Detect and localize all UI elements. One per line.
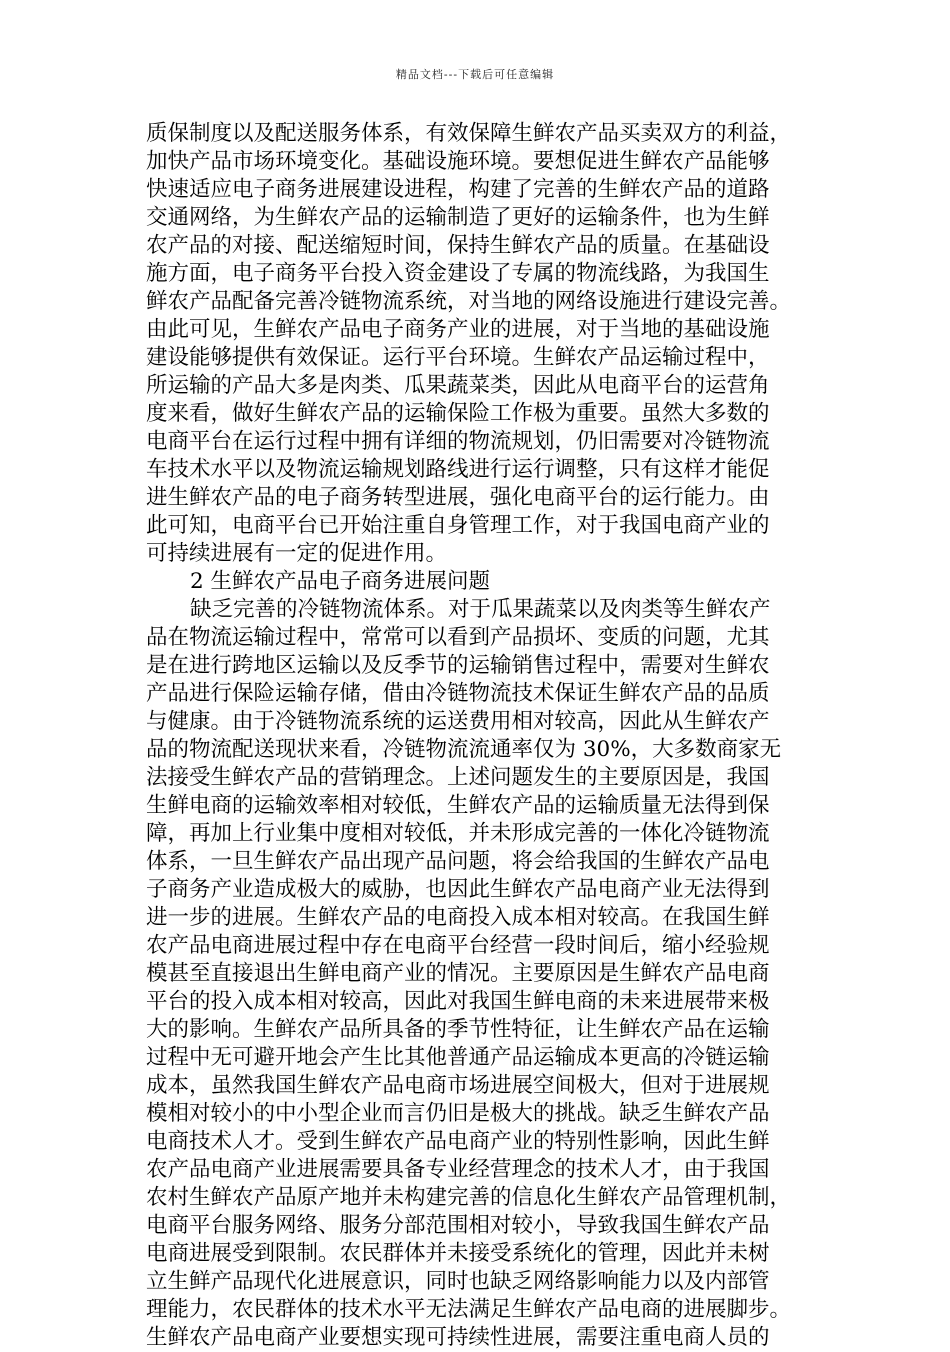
body-line: 生鲜农产品电商产业要想实现可持续性进展，需要注重电商人员的 (146, 1325, 770, 1350)
body-line: 品的物流配送现状来看，冷链物流流通率仅为 30%，大多数商家无 (146, 737, 782, 762)
body-line: 农产品的对接、配送缩短时间，保持生鲜农产品的质量。在基础设 (146, 233, 770, 258)
body-line: 交通网络，为生鲜农产品的运输制造了更好的运输条件，也为生鲜 (146, 205, 770, 230)
body-line: 所运输的产品大多是肉类、瓜果蔬菜类，因此从电商平台的运营角 (146, 373, 770, 398)
body-line: 障，再加上行业集中度相对较低，并未形成完善的一体化冷链物流 (146, 821, 770, 846)
body-line: 模相对较小的中小型企业而言仍旧是极大的挑战。缺乏生鲜农产品 (146, 1101, 770, 1126)
body-line: 质保制度以及配送服务体系，有效保障生鲜农产品买卖双方的利益， (146, 121, 792, 146)
body-line: 进一步的进展。生鲜农产品的电商投入成本相对较高。在我国生鲜 (146, 905, 770, 930)
body-line: 品在物流运输过程中，常常可以看到产品损坏、变质的问题，尤其 (146, 625, 770, 650)
body-line: 过程中无可避开地会产生比其他普通产品运输成本更高的冷链运输 (146, 1045, 770, 1070)
body-line: 农产品电商产业进展需要具备专业经营理念的技术人才，由于我国 (146, 1157, 770, 1182)
body-line: 电商平台在运行过程中拥有详细的物流规划，仍旧需要对冷链物流 (146, 429, 770, 454)
body-line: 是在进行跨地区运输以及反季节的运输销售过程中，需要对生鲜农 (146, 653, 770, 678)
body-line: 由此可见，生鲜农产品电子商务产业的进展，对于当地的基础设施 (146, 317, 770, 342)
body-line: 平台的投入成本相对较高，因此对我国生鲜电商的未来进展带来极 (146, 989, 770, 1014)
page-header: 精品文档---下载后可任意编辑 (395, 68, 555, 81)
body-line: 农产品电商进展过程中存在电商平台经营一段时间后，缩小经验规 (146, 933, 770, 958)
body-line: 建设能够提供有效保证。运行平台环境。生鲜农产品运输过程中， (146, 345, 770, 370)
body-line: 电商技术人才。受到生鲜农产品电商产业的特别性影响，因此生鲜 (146, 1129, 770, 1154)
document-body (146, 120, 810, 1352)
body-line: 电商进展受到限制。农民群体并未接受系统化的管理，因此并未树 (146, 1241, 770, 1266)
body-line: 法接受生鲜农产品的营销理念。上述问题发生的主要原因是，我国 (146, 765, 770, 790)
body-line: 鲜农产品配备完善冷链物流系统，对当地的网络设施进行建设完善。 (146, 289, 792, 314)
body-line: 立生鲜产品现代化进展意识，同时也缺乏网络影响能力以及内部管 (146, 1269, 770, 1294)
body-line: 模甚至直接退出生鲜电商产业的情况。主要原因是生鲜农产品电商 (146, 961, 770, 986)
body-line: 加快产品市场环境变化。基础设施环境。要想促进生鲜农产品能够 (146, 149, 770, 174)
body-line: 快速适应电子商务进展建设进程，构建了完善的生鲜农产品的道路 (146, 177, 770, 202)
body-line: 施方面，电子商务平台投入资金建设了专属的物流线路，为我国生 (146, 261, 770, 286)
body-line: 进生鲜农产品的电子商务转型进展，强化电商平台的运行能力。由 (146, 485, 770, 510)
body-line: 理能力，农民群体的技术水平无法满足生鲜农产品电商的进展脚步。 (146, 1297, 792, 1322)
body-line: 电商平台服务网络、服务分部范围相对较小，导致我国生鲜农产品 (146, 1213, 770, 1238)
body-line: 农村生鲜农产品原产地并未构建完善的信息化生鲜农产品管理机制， (146, 1185, 792, 1210)
body-line: 与健康。由于冷链物流系统的运送费用相对较高，因此从生鲜农产 (146, 709, 770, 734)
body-line: 可持续进展有一定的促进作用。 (146, 541, 448, 566)
section-heading: 2 生鲜农产品电子商务进展问题 (190, 569, 491, 594)
body-line: 子商务产业造成极大的威胁，也因此生鲜农产品电商产业无法得到 (146, 877, 770, 902)
body-line: 成本，虽然我国生鲜农产品电商市场进展空间极大，但对于进展规 (146, 1073, 770, 1098)
body-line: 缺乏完善的冷链物流体系。对于瓜果蔬菜以及肉类等生鲜农产 (190, 597, 771, 622)
body-line: 大的影响。生鲜农产品所具备的季节性特征，让生鲜农产品在运输 (146, 1017, 770, 1042)
body-line: 度来看，做好生鲜农产品的运输保险工作极为重要。虽然大多数的 (146, 401, 770, 426)
body-line: 车技术水平以及物流运输规划路线进行运行调整，只有这样才能促 (146, 457, 770, 482)
body-line: 体系，一旦生鲜农产品出现产品问题，将会给我国的生鲜农产品电 (146, 849, 770, 874)
body-line: 生鲜电商的运输效率相对较低，生鲜农产品的运输质量无法得到保 (146, 793, 770, 818)
body-line: 此可知，电商平台已开始注重自身管理工作，对于我国电商产业的 (146, 513, 770, 538)
body-line: 产品进行保险运输存储，借由冷链物流技术保证生鲜农产品的品质 (146, 681, 770, 706)
